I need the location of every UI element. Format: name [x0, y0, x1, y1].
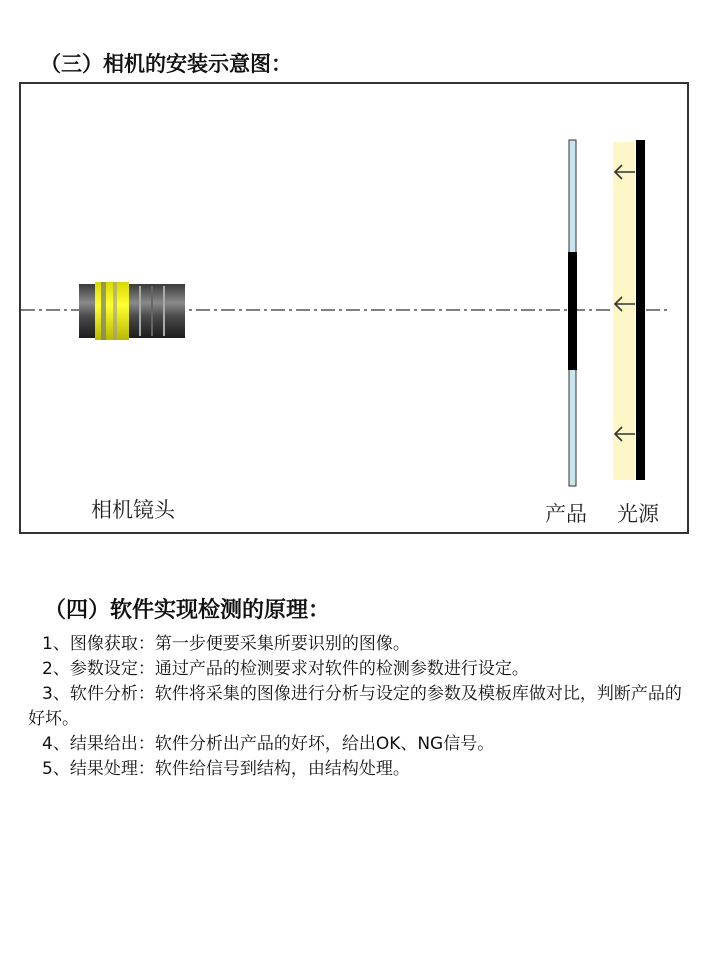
section4-title: （四）软件实现检测的原理：: [44, 598, 331, 623]
step-2: 2、参数设定：通过产品的检测要求对软件的检测参数进行设定。: [42, 659, 529, 679]
product-plate: [568, 140, 577, 486]
step-4: 4、结果给出：软件分析出产品的好坏，给出OK、NG信号。: [42, 734, 495, 754]
camera-label: 相机镜头: [91, 498, 175, 522]
section3-title: （三）相机的安装示意图：: [40, 52, 292, 76]
step-5: 5、结果处理：软件给信号到结构，由结构处理。: [42, 759, 410, 779]
light-source-label: 光源: [617, 502, 659, 526]
light-source: [613, 140, 645, 480]
camera-lens-icon: [79, 282, 185, 340]
step-3: 3、软件分析：软件将采集的图像进行分析与设定的参数及模板库做对比，判断产品的好坏。: [28, 684, 682, 729]
steps-list: [28, 632, 698, 782]
diagram-drawing: [21, 84, 687, 532]
step-1: 1、图像获取：第一步便要采集所要识别的图像。: [42, 634, 410, 654]
installation-diagram: [19, 82, 689, 534]
product-label: 产品: [545, 502, 587, 526]
